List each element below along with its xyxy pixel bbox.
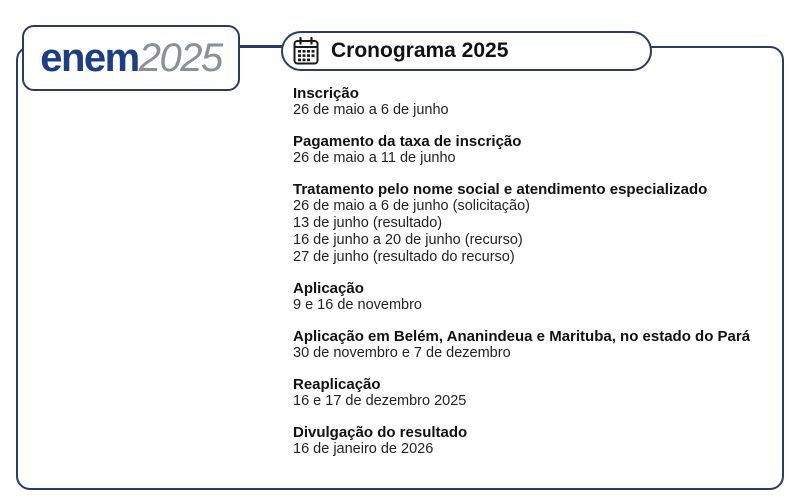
entry-date: 27 de junho (resultado do recurso) (293, 249, 515, 265)
entry-date: 16 e 17 de dezembro 2025 (293, 393, 467, 409)
entry-date: 16 de janeiro de 2026 (293, 441, 434, 457)
logo-year: 2025 (138, 36, 222, 80)
title-pill (281, 31, 652, 71)
schedule-entry-aplicacao-para (293, 328, 773, 362)
schedule-entry-inscricao (293, 85, 773, 119)
schedule-entry-resultado (293, 424, 773, 458)
entry-date: 30 de novembro e 7 de dezembro (293, 345, 511, 361)
logo-word: enem (40, 36, 139, 80)
logo-text (40, 38, 221, 78)
schedule-entry-pagamento (293, 133, 773, 167)
entry-title: Tratamento pelo nome social e atendimento especializado (293, 181, 708, 198)
entry-date: 16 de junho a 20 de junho (recurso) (293, 232, 523, 248)
entry-title: Divulgação do resultado (293, 424, 468, 441)
entry-date: 9 e 16 de novembro (293, 297, 422, 313)
entry-title: Pagamento da taxa de inscrição (293, 133, 522, 150)
page-title: Cronograma 2025 (331, 39, 509, 62)
entry-title: Inscrição (293, 85, 359, 102)
schedule-entry-reaplicacao (293, 376, 773, 410)
entry-date: 26 de maio a 6 de junho (293, 102, 449, 118)
entry-title: Aplicação (293, 280, 364, 297)
entry-title: Aplicação em Belém, Ananindeua e Marituba, no estado do Pará (293, 328, 751, 345)
schedule-entry-nome-social (293, 181, 773, 266)
schedule-entry-aplicacao (293, 280, 773, 314)
calendar-icon (293, 37, 319, 65)
enem-logo (22, 25, 240, 91)
connector-line (240, 45, 282, 47)
entry-title: Reaplicação (293, 376, 381, 393)
entry-date: 13 de junho (resultado) (293, 215, 443, 231)
entry-date: 26 de maio a 11 de junho (293, 150, 456, 166)
schedule-list (293, 85, 773, 472)
entry-date: 26 de maio a 6 de junho (solicitação) (293, 198, 530, 214)
